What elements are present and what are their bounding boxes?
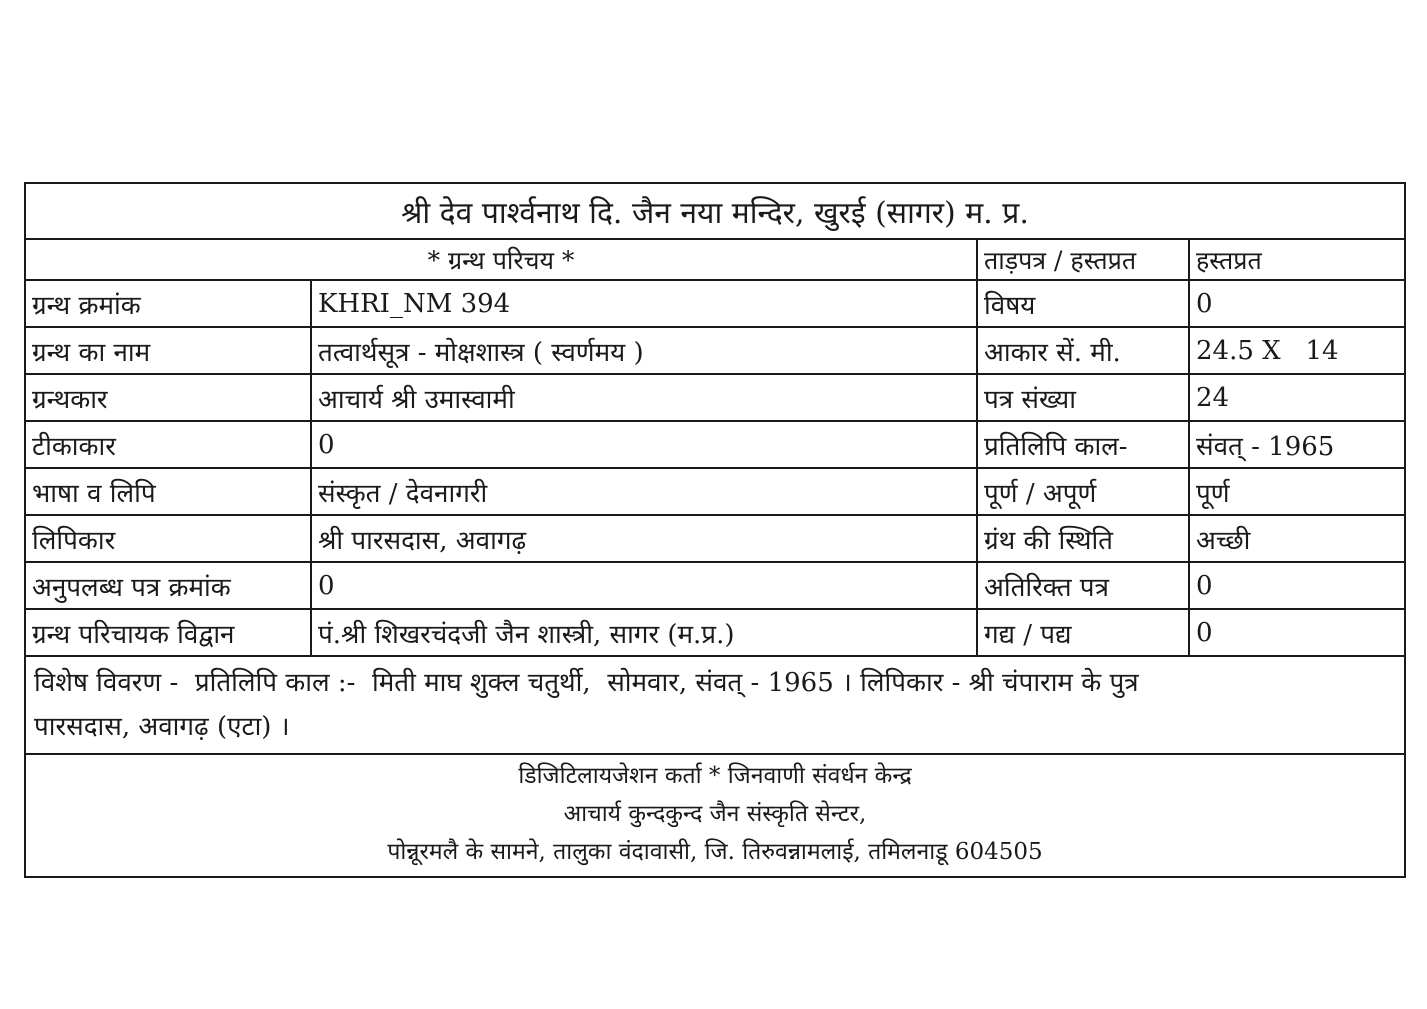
row-value-2: पूर्ण [1196, 478, 1230, 509]
table-row [26, 328, 1404, 375]
medium-heading: ताड़पत्र / हस्तप्रत [978, 240, 1190, 279]
row-value: श्री पारसदास, अवागढ़ [312, 516, 978, 561]
row-value: KHRI_NM 394 [312, 281, 978, 326]
row-value: संस्कृत / देवनागरी [312, 469, 978, 514]
row-label: टीकाकार [26, 422, 312, 467]
row-value-2: 24.5 X 14 [1196, 335, 1339, 366]
row-label-2: आकार सें. मी. [978, 328, 1190, 373]
details-line: पारसदास, अवागढ़ (एटा) । [34, 712, 290, 742]
digitization-footer [26, 755, 1404, 876]
footer-line: डिजिटिलायजेशन कर्ता * जिनवाणी संवर्धन केन्द्र [518, 763, 912, 789]
table-row [26, 422, 1404, 469]
row-label-2: प्रतिलिपि काल- [978, 422, 1190, 467]
row-value: पं.श्री शिखरचंदजी जैन शास्त्री, सागर (म.प्र.) [312, 610, 978, 655]
row-label: लिपिकार [26, 516, 312, 561]
table-row [26, 281, 1404, 328]
row-value-2: 0 [1196, 570, 1213, 601]
row-value-2: 0 [1196, 617, 1213, 648]
row-label: ग्रन्थ क्रमांक [26, 281, 312, 326]
row-label: ग्रन्थ का नाम [26, 328, 312, 373]
row-label: अनुपलब्ध पत्र क्रमांक [26, 563, 312, 608]
row-label: ग्रन्थ परिचायक विद्वान [26, 610, 312, 655]
row-label-2: विषय [978, 281, 1190, 326]
table-row [26, 610, 1404, 657]
temple-title: श्री देव पार्श्वनाथ दि. जैन नया मन्दिर, खुरई (सागर) म. प्र. [401, 195, 1029, 231]
table-row [26, 375, 1404, 422]
section-heading: * ग्रन्थ परिचय * [26, 240, 978, 279]
row-value-2: संवत् - 1965 [1196, 431, 1335, 462]
row-value-2: 24 [1196, 382, 1230, 413]
row-value-2: अच्छी [1196, 525, 1251, 556]
row-label-2: गद्य / पद्य [978, 610, 1190, 655]
table-row [26, 563, 1404, 610]
row-value: 0 [312, 422, 978, 467]
row-value: तत्वार्थसूत्र - मोक्षशास्त्र ( स्वर्णमय ) [312, 328, 978, 373]
row-value: 0 [312, 563, 978, 608]
row-label: ग्रन्थकार [26, 375, 312, 420]
manuscript-info-sheet [24, 182, 1406, 878]
row-label-2: अतिरिक्त पत्र [978, 563, 1190, 608]
row-label-2: पत्र संख्या [978, 375, 1190, 420]
table-row [26, 469, 1404, 516]
row-value: आचार्य श्री उमास्वामी [312, 375, 978, 420]
row-label: भाषा व लिपि [26, 469, 312, 514]
medium-value: हस्तप्रत [1196, 245, 1262, 275]
row-value-2: 0 [1196, 288, 1213, 319]
header-row [26, 240, 1404, 281]
footer-line: आचार्य कुन्दकुन्द जैन संस्कृति सेन्टर, [563, 801, 867, 827]
table-row [26, 516, 1404, 563]
details-line: विशेष विवरण - प्रतिलिपि काल :- मिती माघ शुक्ल चतुर्थी, सोमवार, संवत् - 1965 । लिपिकार - श्री चंपाराम के पुत्र [34, 668, 1139, 698]
row-label-2: ग्रंथ की स्थिति [978, 516, 1190, 561]
temple-title-row [26, 184, 1404, 240]
footer-line: पोन्नूरमलै के सामने, तालुका वंदावासी, जि. तिरुवन्नामलाई, तमिलनाडू 604505 [387, 839, 1043, 865]
row-label-2: पूर्ण / अपूर्ण [978, 469, 1190, 514]
special-details [26, 657, 1404, 755]
